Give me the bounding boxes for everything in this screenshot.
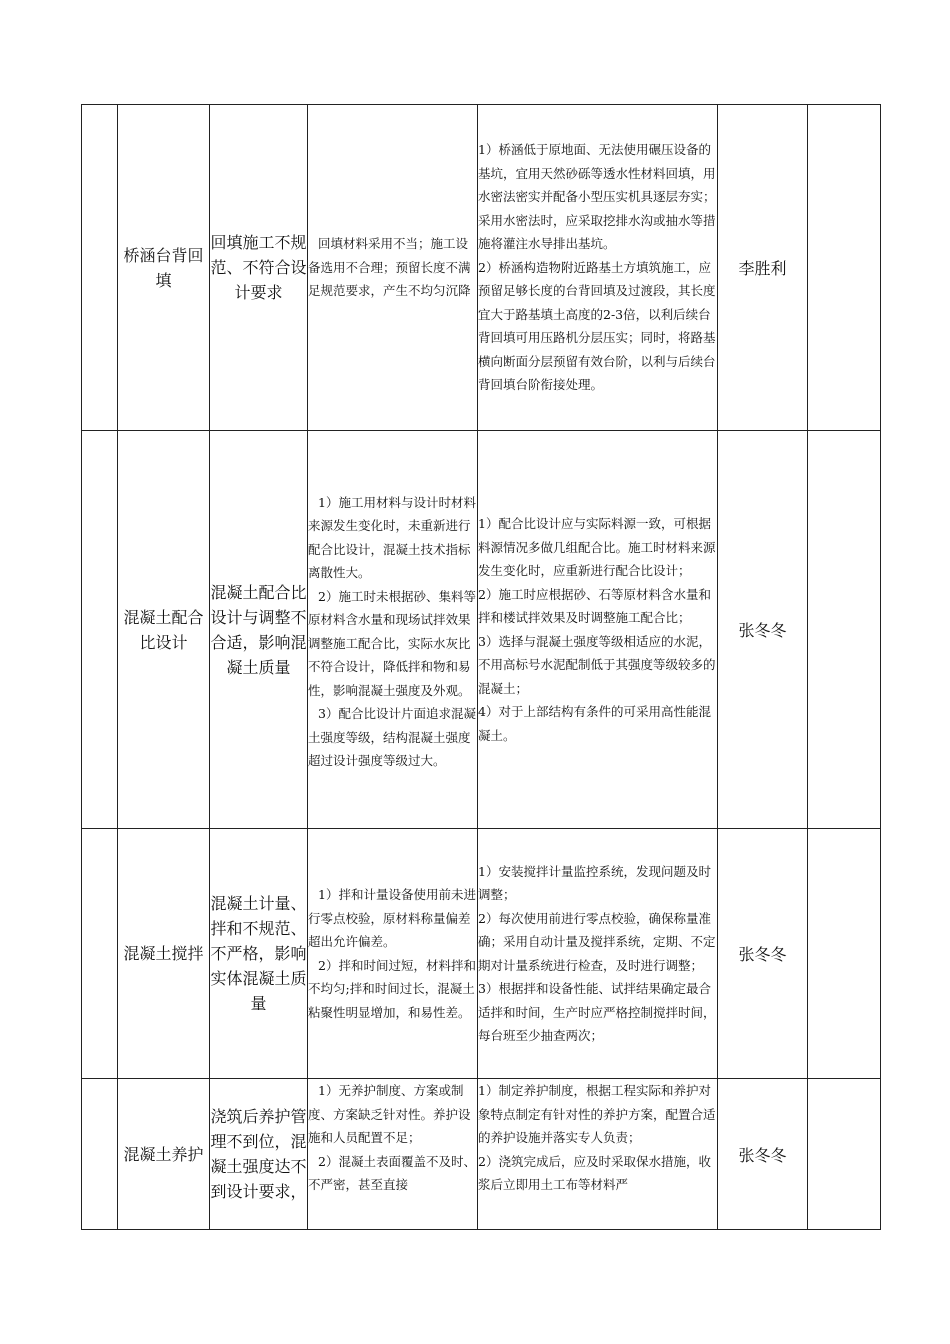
measure-text: 4）对于上部结构有条件的可采用高性能混凝土。 [478, 704, 711, 743]
project-cell: 混凝土养护 [118, 1079, 210, 1230]
cause-text: 回填材料采用不当；施工设备选用不合理；预留长度不满足规范要求，产生不均匀沉降 [308, 236, 471, 299]
remark-cell [808, 829, 881, 1079]
risk-cell: 浇筑后养护管理不到位，混凝土强度达不到设计要求， [210, 1079, 308, 1230]
remark-cell [808, 105, 881, 431]
cause-text: 2）拌和时间过短，材料拌和不均匀;拌和时间过长，混凝土粘聚性明显增加，和易性差。 [308, 957, 476, 1020]
serial-cell [82, 1079, 118, 1230]
risk-cell: 混凝土计量、拌和不规范、不严格，影响实体混凝土质量 [210, 829, 308, 1079]
remark-cell [808, 1079, 881, 1230]
table-row [82, 1079, 881, 1230]
measure-text: 2）浇筑完成后，应及时采取保水措施，收浆后立即用土工布等材料严 [478, 1153, 711, 1192]
table-row [82, 105, 881, 431]
cause-text: 3）配合比设计片面追求混凝土强度等级，结构混凝土强度超过设计强度等级过大。 [308, 706, 476, 768]
risk-cell: 混凝土配合比设计与调整不合适，影响混凝土质量 [210, 431, 308, 829]
project-cell: 混凝土配合比设计 [118, 431, 210, 829]
cause-text: 1）拌和计量设备使用前未进行零点校验，原材料称量偏差超出允许偏差。 [308, 887, 476, 949]
serial-cell [82, 431, 118, 829]
serial-cell [82, 829, 118, 1079]
risk-control-table [81, 104, 881, 1230]
measure-text: 1）制定养护制度，根据工程实际和养护对象特点制定有针对性的养护方案，配置合适的养护设施并落实专人负责； [478, 1083, 716, 1145]
measure-cell [478, 431, 718, 829]
measure-cell [478, 1079, 718, 1230]
cause-text: 1）施工用材料与设计时材料来源发生变化时，未重新进行配合比设计，混凝土技术指标离散性大。 [308, 494, 476, 580]
responsible-person-cell: 张冬冬 [718, 431, 808, 829]
measure-text: 2）每次使用前进行零点校验，确保称量准确；采用自动计量及搅拌系统，定期、不定期对计量系统进行检查，及时进行调整； [478, 910, 716, 973]
table-row [82, 829, 881, 1079]
cause-cell [308, 431, 478, 829]
measure-cell [478, 105, 718, 431]
cause-text: 2）施工时未根据砂、集料等原材料含水量和现场试拌效果调整施工配合比，实际水灰比不符合设计，降低拌和物和易性，影响混凝土强度及外观。 [308, 588, 476, 698]
measure-text: 1）安装搅拌计量监控系统，发现问题及时调整； [478, 863, 711, 902]
cause-cell [308, 105, 478, 431]
risk-cell: 回填施工不规范、不符合设计要求 [210, 105, 308, 431]
serial-cell [82, 105, 118, 431]
measure-text: 1）桥涵低于原地面、无法使用碾压设备的基坑，宜用天然砂砾等透水性材料回填，用水密法密实并配备小型压实机具逐层夯实；采用水密法时，应采取挖排水沟或抽水等措施将灌注水导排出基坑。 [478, 142, 716, 252]
cause-text: 2）混凝土表面覆盖不及时、不严密，甚至直接 [308, 1153, 476, 1192]
responsible-person-cell: 李胜利 [718, 105, 808, 431]
measure-text: 3）根据拌和设备性能、试拌结果确定最合适拌和时间，生产时应严格控制搅拌时间，每台班至少抽查两次； [478, 981, 716, 1043]
measure-text: 1）配合比设计应与实际料源一致，可根据料源情况多做几组配合比。施工时材料来源发生变化时，应重新进行配合比设计； [478, 516, 716, 578]
measure-text: 2）施工时应根据砂、石等原材料含水量和拌和楼试拌效果及时调整施工配合比； [478, 586, 711, 625]
project-cell: 桥涵台背回填 [118, 105, 210, 431]
remark-cell [808, 431, 881, 829]
project-cell: 混凝土搅拌 [118, 829, 210, 1079]
measure-text: 3）选择与混凝土强度等级相适应的水泥，不用高标号水泥配制低于其强度等级较多的混凝土； [478, 633, 716, 696]
responsible-person-cell: 张冬冬 [718, 1079, 808, 1230]
cause-cell [308, 1079, 478, 1230]
cause-text: 1）无养护制度、方案或制度、方案缺乏针对性。养护设施和人员配置不足； [308, 1083, 471, 1145]
cause-cell [308, 829, 478, 1079]
responsible-person-cell: 张冬冬 [718, 829, 808, 1079]
measure-cell [478, 829, 718, 1079]
table-row [82, 431, 881, 829]
measure-text: 2）桥涵构造物附近路基土方填筑施工，应预留足够长度的台背回填及过渡段，其长度宜大于路基填土高度的2-3倍，以利后续台背回填可用压路机分层压实；同时，将路基横向断面分层预留有效台阶，以利与后续台背回填台阶衔接处理。 [478, 259, 716, 393]
